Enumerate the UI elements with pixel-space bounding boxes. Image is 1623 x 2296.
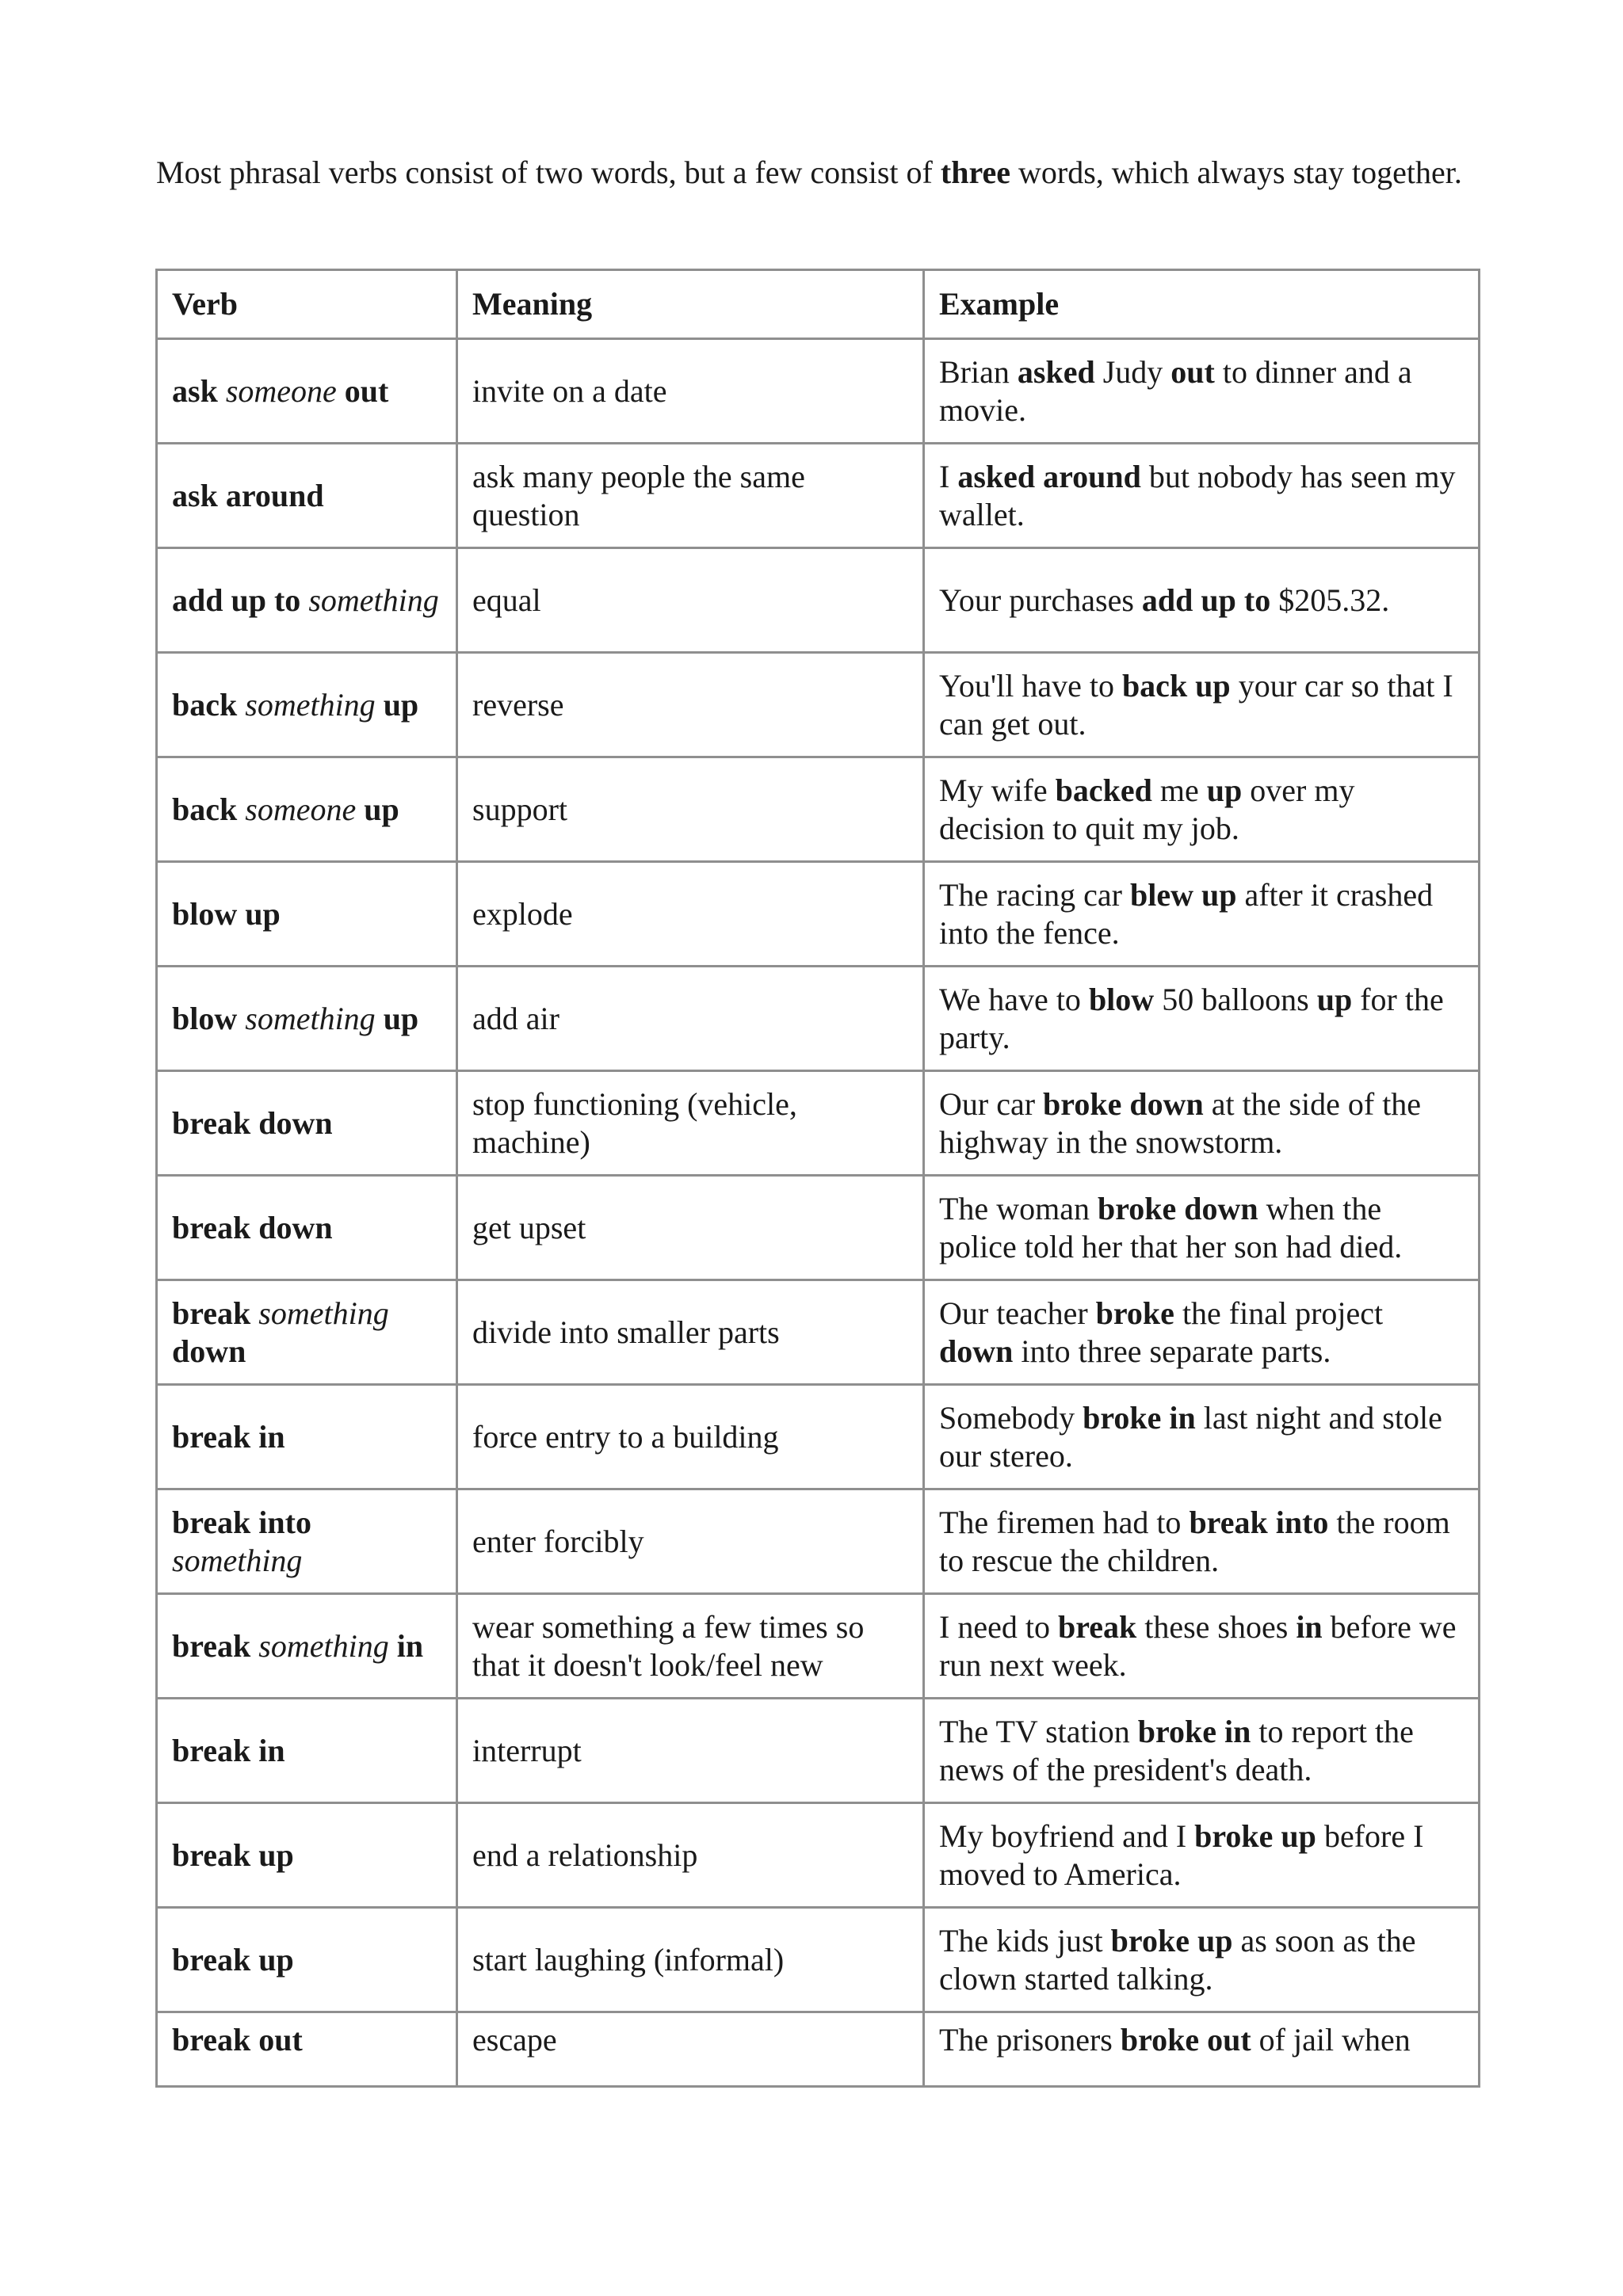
table-row bbox=[157, 1385, 1480, 1489]
text-segment: broke down bbox=[1043, 1085, 1204, 1122]
text-segment: The woman bbox=[939, 1190, 1098, 1226]
verb-cell bbox=[157, 757, 457, 862]
text-segment: Most phrasal verbs consist of two words, but a few consist of bbox=[156, 154, 941, 190]
table-row bbox=[157, 862, 1480, 967]
text-segment bbox=[237, 1001, 245, 1036]
verb-cell bbox=[157, 548, 457, 653]
text-segment: break in bbox=[172, 1418, 285, 1455]
text-segment: ask around bbox=[172, 477, 324, 513]
meaning-cell: end a relationship bbox=[457, 1803, 924, 1908]
text-segment: The prisoners bbox=[939, 2022, 1121, 2058]
text-segment: something bbox=[308, 582, 439, 618]
text-segment: up bbox=[1316, 981, 1353, 1017]
text-segment: blew up bbox=[1129, 876, 1237, 913]
table-row bbox=[157, 1176, 1480, 1280]
text-segment: break into bbox=[172, 1504, 311, 1540]
text-segment: last night and stole our stereo. bbox=[939, 1399, 1442, 1474]
text-segment: $205.32. bbox=[1270, 582, 1390, 618]
text-segment: break bbox=[172, 1627, 251, 1664]
meaning-cell: start laughing (informal) bbox=[457, 1908, 924, 2012]
text-segment: Judy bbox=[1094, 353, 1171, 390]
text-segment: to dinner and a movie. bbox=[939, 353, 1412, 428]
meaning-cell: divide into smaller parts bbox=[457, 1280, 924, 1385]
text-segment: something bbox=[245, 1000, 376, 1036]
meaning-cell: enter forcibly bbox=[457, 1489, 924, 1594]
example-cell bbox=[924, 1594, 1480, 1699]
example-cell bbox=[924, 548, 1480, 653]
text-segment: We have to bbox=[939, 981, 1089, 1017]
table-row bbox=[157, 1803, 1480, 1908]
text-segment bbox=[237, 791, 245, 827]
verb-cell bbox=[157, 444, 457, 548]
text-segment: I need to bbox=[939, 1608, 1058, 1645]
text-segment: before I moved to America. bbox=[939, 1817, 1424, 1892]
text-segment: add up to bbox=[1141, 582, 1271, 618]
meaning-cell: wear something a few times so that it doesn't look/feel new bbox=[457, 1594, 924, 1699]
example-cell bbox=[924, 862, 1480, 967]
table-row bbox=[157, 1071, 1480, 1176]
text-segment: ask bbox=[172, 372, 218, 409]
text-segment bbox=[376, 1001, 384, 1036]
meaning-cell: escape bbox=[457, 2012, 924, 2087]
meaning-cell: explode bbox=[457, 862, 924, 967]
text-segment: My wife bbox=[939, 772, 1056, 808]
text-segment: when the police told her that her son had died. bbox=[939, 1190, 1403, 1264]
verb-cell bbox=[157, 2012, 457, 2087]
verb-cell bbox=[157, 653, 457, 757]
text-segment: into three separate parts. bbox=[1013, 1333, 1331, 1369]
text-segment: add up to bbox=[172, 582, 301, 618]
text-segment bbox=[300, 582, 308, 618]
example-cell bbox=[924, 1908, 1480, 2012]
text-segment: broke bbox=[1095, 1295, 1174, 1331]
verb-cell bbox=[157, 1594, 457, 1699]
meaning-cell: ask many people the same question bbox=[457, 444, 924, 548]
text-segment: in bbox=[1296, 1608, 1323, 1645]
table-row bbox=[157, 444, 1480, 548]
text-segment: break up bbox=[172, 1941, 294, 1978]
meaning-cell: invite on a date bbox=[457, 339, 924, 444]
table-row bbox=[157, 2012, 1480, 2087]
text-segment: break out bbox=[172, 2022, 303, 2058]
text-segment: up bbox=[383, 686, 419, 723]
verb-cell bbox=[157, 1071, 457, 1176]
text-segment: down bbox=[172, 1333, 246, 1369]
text-segment bbox=[250, 1295, 258, 1331]
text-segment: at the side of the highway in the snowstorm. bbox=[939, 1085, 1422, 1160]
text-segment: these shoes bbox=[1136, 1608, 1296, 1645]
example-cell bbox=[924, 1489, 1480, 1594]
text-segment: broke in bbox=[1137, 1713, 1251, 1749]
verb-cell bbox=[157, 1908, 457, 2012]
text-segment: The TV station bbox=[939, 1713, 1138, 1749]
text-segment: The racing car bbox=[939, 876, 1130, 913]
text-segment: as soon as the clown started talking. bbox=[939, 1922, 1416, 1997]
text-segment: The firemen had to bbox=[939, 1504, 1190, 1540]
example-cell bbox=[924, 2012, 1480, 2087]
example-cell bbox=[924, 1803, 1480, 1908]
example-cell bbox=[924, 1699, 1480, 1803]
text-segment: something bbox=[258, 1627, 389, 1664]
text-segment: down bbox=[939, 1333, 1014, 1369]
text-segment: broke up bbox=[1110, 1922, 1233, 1958]
text-segment: broke out bbox=[1120, 2022, 1251, 2058]
verb-cell bbox=[157, 1489, 457, 1594]
text-segment: words, which always stay together. bbox=[1010, 154, 1462, 190]
verb-cell bbox=[157, 1803, 457, 1908]
text-segment: You'll have to bbox=[939, 667, 1122, 704]
text-segment bbox=[337, 373, 345, 409]
text-segment: I bbox=[939, 458, 958, 494]
text-segment: out bbox=[1170, 353, 1215, 390]
example-cell bbox=[924, 1176, 1480, 1280]
meaning-cell: get upset bbox=[457, 1176, 924, 1280]
text-segment: Your purchases bbox=[939, 582, 1142, 618]
table-row bbox=[157, 1280, 1480, 1385]
text-segment: break into bbox=[1189, 1504, 1329, 1540]
text-segment: 50 balloons bbox=[1154, 981, 1317, 1017]
verb-cell bbox=[157, 967, 457, 1071]
text-segment: Our teacher bbox=[939, 1295, 1096, 1331]
meaning-cell: reverse bbox=[457, 653, 924, 757]
text-segment: back up bbox=[1121, 667, 1231, 704]
text-segment: someone bbox=[225, 372, 337, 409]
text-segment: out bbox=[344, 372, 389, 409]
text-segment: broke down bbox=[1097, 1190, 1258, 1226]
text-segment: break down bbox=[172, 1104, 333, 1141]
text-segment bbox=[218, 373, 226, 409]
example-cell bbox=[924, 339, 1480, 444]
table-row bbox=[157, 653, 1480, 757]
text-segment: your car so that I can get out. bbox=[939, 667, 1453, 742]
text-segment: break up bbox=[172, 1836, 294, 1873]
table-row bbox=[157, 1489, 1480, 1594]
table-row bbox=[157, 1908, 1480, 2012]
header-example: Example bbox=[924, 270, 1480, 339]
header-verb: Verb bbox=[157, 270, 457, 339]
text-segment: the room to rescue the children. bbox=[939, 1504, 1450, 1578]
header-meaning: Meaning bbox=[457, 270, 924, 339]
table-row bbox=[157, 757, 1480, 862]
table-header-row bbox=[157, 270, 1480, 339]
text-segment: broke up bbox=[1194, 1817, 1316, 1854]
text-segment: something bbox=[258, 1295, 389, 1331]
text-segment: blow bbox=[172, 1000, 238, 1036]
text-segment bbox=[356, 791, 364, 827]
text-segment bbox=[250, 1628, 258, 1664]
text-segment: The kids just bbox=[939, 1922, 1111, 1958]
example-cell bbox=[924, 444, 1480, 548]
text-segment: something bbox=[245, 686, 376, 723]
verb-cell bbox=[157, 1176, 457, 1280]
text-segment: after it crashed into the fence. bbox=[939, 876, 1434, 951]
text-segment: Our car bbox=[939, 1085, 1044, 1122]
verb-cell bbox=[157, 1280, 457, 1385]
text-segment: break down bbox=[172, 1209, 333, 1245]
text-segment: of jail when bbox=[1251, 2022, 1411, 2058]
text-segment: to report the news of the president's death. bbox=[939, 1713, 1414, 1787]
text-segment: blow bbox=[1088, 981, 1155, 1017]
text-segment: break bbox=[1057, 1608, 1137, 1645]
meaning-cell: force entry to a building bbox=[457, 1385, 924, 1489]
verb-cell bbox=[157, 862, 457, 967]
example-cell bbox=[924, 1385, 1480, 1489]
example-cell bbox=[924, 1071, 1480, 1176]
meaning-cell: stop functioning (vehicle, machine) bbox=[457, 1071, 924, 1176]
text-segment: someone bbox=[245, 791, 357, 827]
text-segment: My boyfriend and I bbox=[939, 1817, 1195, 1854]
text-segment: Somebody bbox=[939, 1399, 1083, 1436]
text-segment: blow up bbox=[172, 895, 281, 932]
text-segment: back bbox=[172, 791, 238, 827]
table-row bbox=[157, 967, 1480, 1071]
text-segment bbox=[237, 687, 245, 723]
text-segment: break in bbox=[172, 1732, 285, 1768]
text-segment: asked around bbox=[957, 458, 1141, 494]
text-segment: up bbox=[383, 1000, 419, 1036]
table-row bbox=[157, 1594, 1480, 1699]
text-segment bbox=[376, 687, 384, 723]
phrasal-verbs-table bbox=[155, 269, 1480, 2088]
text-segment: back bbox=[172, 686, 238, 723]
example-cell bbox=[924, 1280, 1480, 1385]
example-cell bbox=[924, 653, 1480, 757]
text-segment: up bbox=[364, 791, 399, 827]
text-segment: the final project bbox=[1174, 1295, 1384, 1331]
text-segment: broke in bbox=[1083, 1399, 1196, 1436]
table-row bbox=[157, 1699, 1480, 1803]
text-segment: up bbox=[1206, 772, 1243, 808]
text-segment: before we run next week. bbox=[939, 1608, 1457, 1683]
intro-paragraph bbox=[156, 154, 1487, 192]
text-segment bbox=[389, 1628, 397, 1664]
meaning-cell: add air bbox=[457, 967, 924, 1071]
meaning-cell: interrupt bbox=[457, 1699, 924, 1803]
text-segment: me bbox=[1151, 772, 1207, 808]
example-cell bbox=[924, 757, 1480, 862]
text-segment: but nobody has seen my wallet. bbox=[939, 458, 1456, 532]
meaning-cell: support bbox=[457, 757, 924, 862]
text-segment: break bbox=[172, 1295, 251, 1331]
meaning-cell: equal bbox=[457, 548, 924, 653]
text-segment: something bbox=[172, 1542, 303, 1578]
verb-cell bbox=[157, 1699, 457, 1803]
text-segment: in bbox=[396, 1627, 424, 1664]
text-segment: for the party. bbox=[939, 981, 1444, 1055]
text-segment: Brian bbox=[939, 353, 1018, 390]
text-segment: over my decision to quit my job. bbox=[939, 772, 1355, 846]
table-row bbox=[157, 548, 1480, 653]
verb-cell bbox=[157, 339, 457, 444]
verb-cell bbox=[157, 1385, 457, 1489]
text-segment: asked bbox=[1017, 353, 1095, 390]
text-segment: three bbox=[940, 154, 1010, 190]
text-segment: backed bbox=[1055, 772, 1152, 808]
table-row bbox=[157, 339, 1480, 444]
example-cell bbox=[924, 967, 1480, 1071]
